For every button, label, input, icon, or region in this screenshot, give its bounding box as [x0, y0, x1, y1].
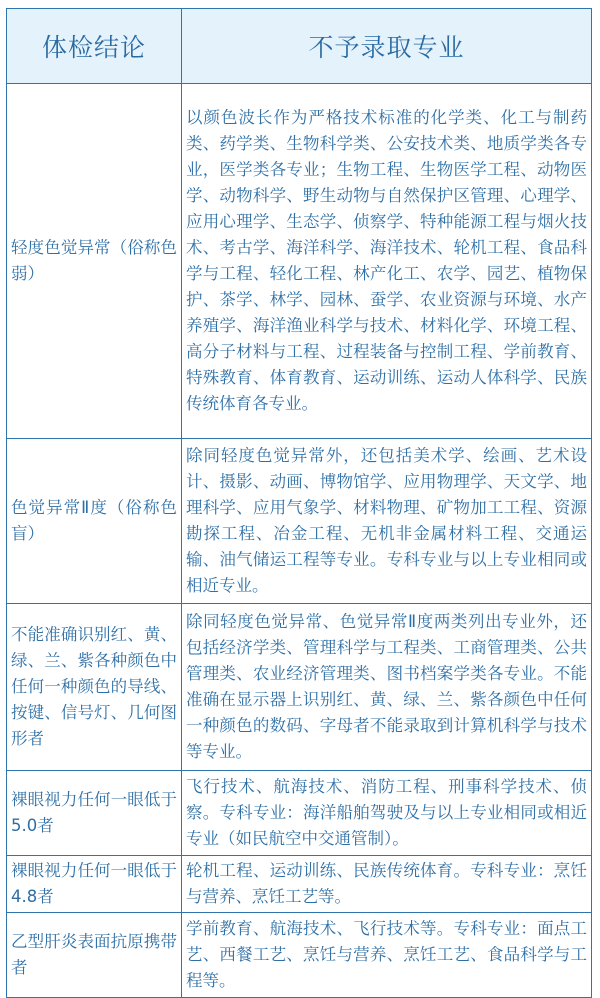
condition-cell: 不能准确识别红、黄、绿、兰、紫各种颜色中任何一种颜色的导线、按键、信号灯、几何图形者 [7, 604, 182, 771]
majors-cell: 除同轻度色觉异常外，还包括美术学、绘画、艺术设计、摄影、动画、博物馆学、应用物理学、天文学、地理科学、应用气象学、材料物理、矿物加工工程、资源勘探工程、冶金工程、无机非金属材料工程、交通运输、油气储运工程等专业。专科专业与以上专业相同或相近专业。 [182, 439, 592, 604]
condition-cell: 乙型肝炎表面抗原携带者 [7, 913, 182, 998]
header-excluded-majors: 不予录取专业 [182, 9, 592, 84]
majors-cell: 轮机工程、运动训练、民族传统体育。专科专业：烹饪与营养、烹饪工艺等。 [182, 856, 592, 913]
majors-cell: 飞行技术、航海技术、消防工程、刑事科学技术、侦察。专科专业：海洋船舶驾驶及与以上专业相同或相近专业（如民航空中交通管制）。 [182, 771, 592, 856]
header-condition: 体检结论 [7, 9, 182, 84]
table-row [7, 604, 592, 771]
condition-cell: 裸眼视力任何一眼低于4.8者 [7, 856, 182, 913]
table-row [7, 771, 592, 856]
condition-cell: 色觉异常Ⅱ度（俗称色盲） [7, 439, 182, 604]
majors-cell: 以颜色波长作为严格技术标准的化学类、化工与制药类、药学类、生物科学类、公安技术类、地质学类各专业，医学类各专业；生物工程、生物医学工程、动物医学、动物科学、野生动物与自然保护区管理、心理学、应用心理学、生态学、侦察学、特种能源工程与烟火技术、考古学、海洋科学、海洋技术、轮机工程、食品科学与工程、轻化工程、林产化工、农学、园艺、植物保护、茶学、林学、园林、蚕学、农业资源与环境、水产养殖学、海洋渔业科学与技术、材料化学、环境工程、高分子材料与工程、过程装备与控制工程、学前教育、特殊教育、体育教育、运动训练、运动人体科学、民族传统体育各专业。 [182, 84, 592, 439]
exam-table [6, 8, 592, 998]
condition-cell: 轻度色觉异常（俗称色弱） [7, 84, 182, 439]
table-row [7, 856, 592, 913]
table-header-row [7, 9, 592, 84]
majors-cell: 除同轻度色觉异常、色觉异常Ⅱ度两类列出专业外，还包括经济学类、管理科学与工程类、工商管理类、公共管理类、农业经济管理类、图书档案学类各专业。不能准确在显示器上识别红、黄、绿、兰、紫各颜色中任何一种颜色的数码、字母者不能录取到计算机科学与技术等专业。 [182, 604, 592, 771]
table-row [7, 84, 592, 439]
majors-cell: 学前教育、航海技术、飞行技术等。专科专业：面点工艺、西餐工艺、烹饪与营养、烹饪工艺、食品科学与工程等。 [182, 913, 592, 998]
table-row [7, 913, 592, 998]
table-row [7, 439, 592, 604]
condition-cell: 裸眼视力任何一眼低于5.0者 [7, 771, 182, 856]
